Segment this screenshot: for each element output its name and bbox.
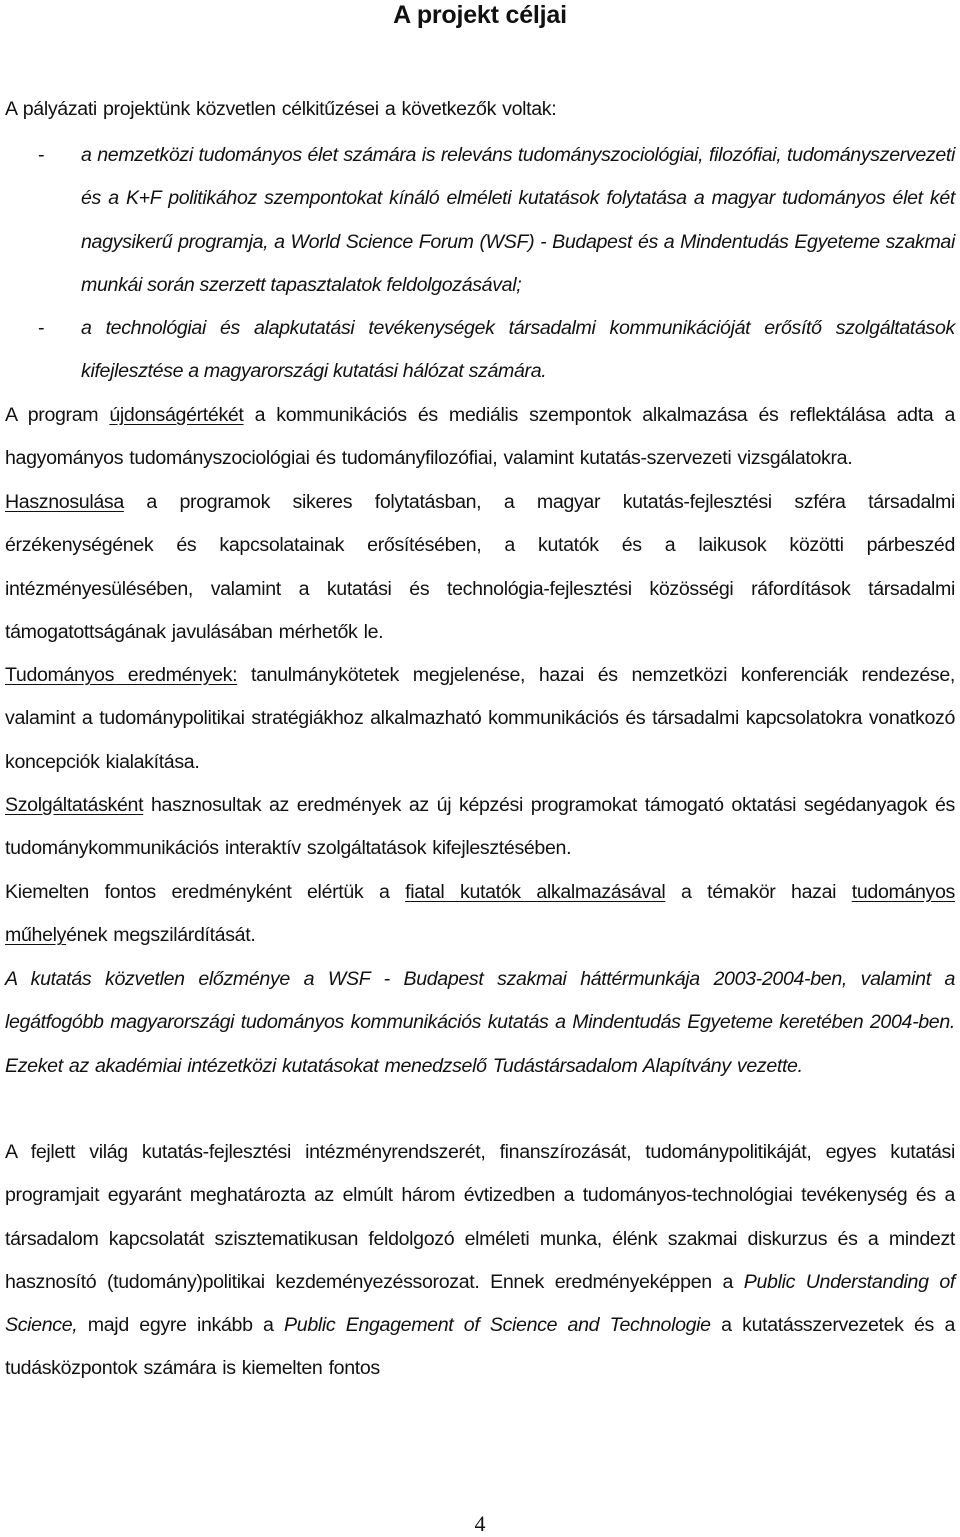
intro-paragraph: A pályázati projektünk közvetlen célkitűzései a következők voltak: xyxy=(5,98,557,120)
highlight-post: ének megszilárdítását. xyxy=(66,924,256,947)
world-c: a kutatásszervezetek és a tudásközpontok számára is kiemelten fontos xyxy=(5,1314,955,1380)
results-term: Tudományos eredmények: xyxy=(5,664,238,686)
highlight-term-1: fiatal kutatók alkalmazásával xyxy=(405,881,666,903)
novelty-paragraph xyxy=(5,394,955,481)
bullet-text: a technológiai és alapkutatási tevékenységek társadalmi kommunikációját erősítő szolgáltatások kifejlesztése a magyarországi kutatási hálózat számára. xyxy=(81,317,955,383)
results-paragraph xyxy=(5,654,955,784)
novelty-post: a kommunikációs és mediális szempontok alkalmazása és reflektálása adta a hagyományos tudományszociológiai és tudományfilozófiai, valamint kutatás-szervezeti vizsgálatokra. xyxy=(5,404,955,470)
bullet-dash: - xyxy=(38,144,45,166)
service-post: hasznosultak az eredmények az új képzési programokat támogató oktatási segédanyagok és tudománykommunikációs interaktív szolgáltatások kifejlesztésében. xyxy=(5,794,955,860)
list-item xyxy=(5,307,955,394)
history-paragraph: A kutatás közvetlen előzménye a WSF - Budapest szakmai háttérmunkája 2003-2004-ben, valamint a legátfogóbb magyarországi tudományos kommunikációs kutatás a Mindentudás Egyeteme keretében 2004-ben. Ezeket az akadémiai intézetközi kutatásokat menedzselő Tudástársadalom Alapítvány vezette. xyxy=(5,968,955,1077)
highlight-pre: Kiemelten fontos eredményként elértük a xyxy=(5,881,406,903)
novelty-term: újdonságértékét xyxy=(109,404,244,426)
page-title: A projekt céljai xyxy=(393,1,567,29)
utilization-post: a programok sikeres folytatásban, a magyar kutatás-fejlesztési szféra társadalmi érzékenységének és kapcsolatainak erősítésében, a kutatók és a laikusok közötti párbeszéd intézményesülésében, valamint a kutatási és technológia-fejlesztési közösségi ráfordítások társadalmi támogatottságának javulásában mérhetők le. xyxy=(5,491,955,643)
world-b: majd egyre inkább a xyxy=(77,1314,285,1337)
highlight-term-2: tudományos műhely xyxy=(5,881,955,947)
list-item xyxy=(5,134,955,307)
bullet-text: a nemzetközi tudományos élet számára is releváns tudományszociológiai, filozófiai, tudományszervezeti és a K+F politikához szempontokat kínáló elméleti kutatások folytatása a magyar tudományos élet két nagysikerű programja, a World Science Forum (WSF) - Budapest és a Mindentudás Egyeteme szakmai munkái során szerzett tapasztalatok feldolgozásával; xyxy=(81,144,955,296)
utilization-paragraph xyxy=(5,481,955,654)
novelty-pre: A program xyxy=(5,404,110,426)
highlight-paragraph xyxy=(5,871,955,958)
world-italic-1: Public Understanding of Science, xyxy=(5,1270,955,1337)
world-a: A fejlett világ kutatás-fejlesztési intézményrendszerét, finanszírozását, tudománypolitikáját, egyes kutatási programjait egyaránt meghatározta az elmúlt három évtizedben a tudományos-technológiai tevékenység és a társadalom kapcsolatát szisztematikusan feldolgozó elméleti munka, élénk szakmai diskurzus és a mindezt hasznosító (tudomány)politikai kezdeményezéssorozat. Ennek eredményeképpen a xyxy=(5,1141,955,1293)
bullet-dash: - xyxy=(38,317,45,339)
service-paragraph xyxy=(5,784,955,871)
world-paragraph xyxy=(5,1131,955,1391)
utilization-term: Hasznosulása xyxy=(5,491,124,513)
service-term: Szolgáltatásként xyxy=(5,794,144,816)
results-post: tanulmánykötetek megjelenése, hazai és nemzetközi konferenciák rendezése, valamint a tudománypolitikai stratégiákhoz alkalmazható kommunikációs és társadalmi kapcsolatokra vonatkozó koncepciók kialakítása. xyxy=(5,664,955,773)
page-number: 4 xyxy=(474,1511,486,1536)
world-italic-2: Public Engagement of Science and Technologie xyxy=(284,1314,711,1337)
highlight-mid: a témakör hazai xyxy=(665,881,852,903)
